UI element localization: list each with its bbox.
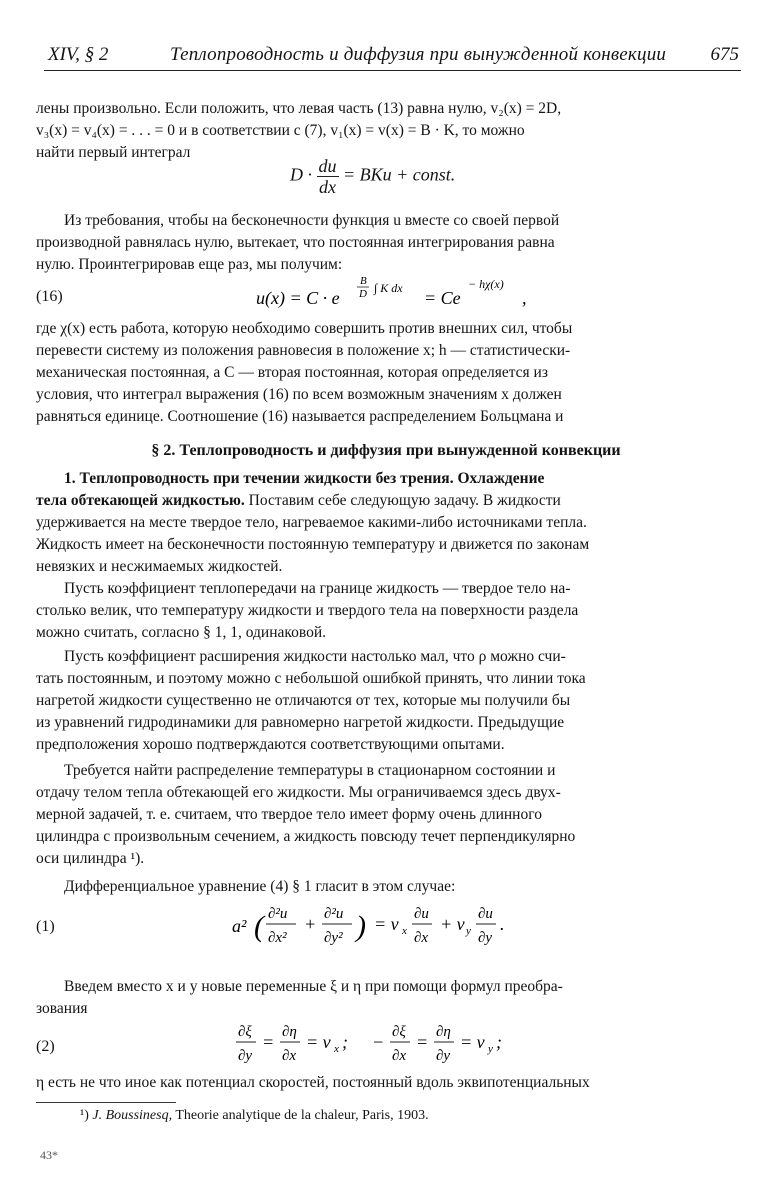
svg-text:∂y: ∂y <box>238 1048 253 1064</box>
footnote: ¹) J. Boussinesq, Theorie analytique de la chaleur, Paris, 1903. <box>80 1108 429 1123</box>
svg-text:a²: a² <box>232 916 247 936</box>
text-line: можно считать, согласно § 1, 1, одинаковой. <box>36 624 327 641</box>
svg-text:D: D <box>359 288 367 300</box>
svg-text:− hχ(x): − hχ(x) <box>468 277 504 291</box>
text-line: тать постоянным, и поэтому можно с небольшой ошибкой принять, что линии тока <box>36 670 586 687</box>
svg-text:y: y <box>488 1043 493 1055</box>
svg-text:∂y: ∂y <box>436 1048 451 1064</box>
text-line: отдачу телом тепла обтекающей его жидкости. Мы ограничиваемся здесь двух- <box>36 784 561 801</box>
svg-text:∂η: ∂η <box>282 1024 297 1040</box>
text-line: механическая постоянная, а C — вторая постоянная, которая определяется из <box>36 364 548 381</box>
text-line: Пусть коэффициент теплопередачи на границе жидкость — твердое тело на- <box>64 580 571 597</box>
text-line: мерной задачей, т. е. считаем, что твердое тело имеет форму очень длинного <box>36 806 542 823</box>
text-line: столько велик, что температуру жидкости и твердого тела на поверхности раздела <box>36 602 579 619</box>
svg-text:∂²u: ∂²u <box>324 906 344 922</box>
text-line: Требуется найти распределение температуры в стационарном состоянии и <box>64 762 556 779</box>
svg-text:=: = <box>416 1032 429 1052</box>
text-line: предположения хорошо подтверждаются соответствующими опытами. <box>36 736 505 753</box>
svg-text:∂y²: ∂y² <box>324 930 343 946</box>
formula-boltzmann <box>256 270 536 321</box>
subsection-heading: 1. Теплопроводность при течении жидкости без трения. Охлаждение <box>64 470 545 487</box>
boltzmann-formula-svg <box>256 270 536 316</box>
svg-text:∂y: ∂y <box>478 930 493 946</box>
text-line: найти первый интеграл <box>36 144 191 161</box>
svg-text:∂x: ∂x <box>282 1048 297 1064</box>
text-line: производной равнялась нулю, вытекает, что постоянная интегрирования равна <box>36 234 555 251</box>
text-line: зования <box>36 1000 88 1017</box>
svg-text:∂ξ: ∂ξ <box>238 1024 252 1040</box>
footnote-rule <box>36 1102 176 1103</box>
svg-text:+: + <box>304 914 317 934</box>
cauchy-riemann-svg <box>232 1018 572 1070</box>
svg-text:∂u: ∂u <box>414 906 429 922</box>
svg-text:): ) <box>356 910 366 943</box>
text-line: v₃(x) = v₄(x) = . . . = 0 и в соответствии с (7), v₁(x) = v(x) = B · K, то можно <box>36 122 525 139</box>
svg-text:u(x) = C · e: u(x) = C · e <box>256 288 340 308</box>
printer-signature: 43* <box>40 1148 58 1162</box>
equation-number: (1) <box>36 918 55 935</box>
text-line: условия, что интеграл выражения (16) по всем возможным значениям x должен <box>36 386 562 403</box>
running-header <box>48 44 739 68</box>
svg-text:x: x <box>402 925 407 937</box>
equation-number: (16) <box>36 288 63 305</box>
svg-text:;: ; <box>496 1032 502 1052</box>
svg-text:∂ξ: ∂ξ <box>392 1024 406 1040</box>
text-line: где χ(x) есть работа, которую необходимо совершить против внешних сил, чтобы <box>36 320 573 337</box>
text-line: равняться единице. Соотношение (16) называется распределением Больцмана и <box>36 408 564 425</box>
svg-text:∂x: ∂x <box>392 1048 407 1064</box>
text-line: невязких и несжимаемых жидкостей. <box>36 558 283 575</box>
formula-heat-equation <box>232 898 552 959</box>
svg-text:,: , <box>522 288 527 308</box>
svg-text:(: ( <box>254 910 264 943</box>
svg-text:=: = <box>262 1032 275 1052</box>
svg-text:∂x: ∂x <box>414 930 429 946</box>
svg-text:∂η: ∂η <box>436 1024 451 1040</box>
page-number: 675 <box>710 44 739 65</box>
text-line: Из требования, чтобы на бесконечности функция u вместе со своей первой <box>64 212 560 229</box>
svg-text:;: ; <box>342 1032 348 1052</box>
text-line: из уравнений гидродинамики для равномерно нагретой жидкости. Предыдущие <box>36 714 565 731</box>
section-heading: § 2. Теплопроводность и диффузия при вынужденной конвекции <box>151 442 621 459</box>
text-line: цилиндра с произвольным сечением, а жидкость повсюду течет перпендикулярно <box>36 828 576 845</box>
text-line: удерживается на месте твердое тело, нагреваемое какими-либо источниками тепла. <box>36 514 587 531</box>
chapter-section-label: XIV, § 2 <box>48 44 109 65</box>
svg-text:= v: = v <box>374 914 399 934</box>
svg-text:−: − <box>372 1032 385 1052</box>
text-line: оси цилиндра ¹). <box>36 850 145 867</box>
text-line: Пусть коэффициент расширения жидкости настолько мал, что ρ можно счи- <box>64 648 566 665</box>
formula-cauchy-riemann <box>232 1018 572 1075</box>
heat-equation-svg <box>232 898 552 954</box>
text-line: Жидкость имеет на бесконечности постоянную температуру и движется по законам <box>36 536 590 553</box>
svg-text:∂u: ∂u <box>478 906 493 922</box>
equation-number: (2) <box>36 1038 55 1055</box>
text-line: Введем вместо x и y новые переменные ξ и η при помощи формул преобра- <box>64 978 563 995</box>
svg-text:x: x <box>334 1043 339 1055</box>
header-rule <box>44 70 741 71</box>
running-title: Теплопроводность и диффузия при вынужденной конвекции <box>170 44 667 65</box>
svg-text:∫ K dx: ∫ K dx <box>374 281 403 295</box>
text-line: перевести систему из положения равновесия в положение x; h — статистически- <box>36 342 571 359</box>
text-line: лены произвольно. Если положить, что левая часть (13) равна нулю, v₂(x) = 2D, <box>36 100 562 117</box>
svg-text:+ v: + v <box>440 914 465 934</box>
formula-first-integral: D · $\frac{du}{dx}$ = BKu + const. <box>290 156 456 197</box>
text-line: нулю. Проинтегрировав еще раз, мы получим: <box>36 256 343 273</box>
text-line: тела обтекающей жидкостью. Поставим себе следующую задачу. В жидкости <box>36 492 561 509</box>
svg-text:= v: = v <box>460 1032 485 1052</box>
text-line: нагретой жидкости существенно не отличаются от тех, которые мы получили бы <box>36 692 571 709</box>
svg-text:= v: = v <box>306 1032 331 1052</box>
svg-text:∂²u: ∂²u <box>268 906 288 922</box>
svg-text:B: B <box>360 275 367 287</box>
text-line: Дифференциальное уравнение (4) § 1 гласит в этом случае: <box>64 878 456 895</box>
svg-text:= Ce: = Ce <box>424 288 461 308</box>
svg-text:∂x²: ∂x² <box>268 930 287 946</box>
svg-text:.: . <box>500 914 505 934</box>
text-line: η есть не что иное как потенциал скоростей, постоянный вдоль эквипотенциальных <box>36 1074 590 1091</box>
svg-text:y: y <box>466 925 471 937</box>
